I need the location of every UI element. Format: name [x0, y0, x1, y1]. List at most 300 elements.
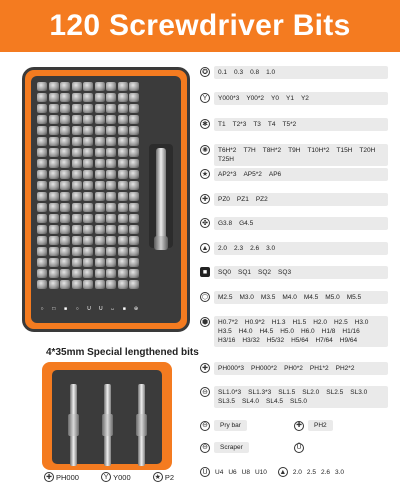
bit-slot	[95, 214, 105, 223]
bit-slot	[106, 104, 116, 113]
tray-bottom-cell	[84, 304, 94, 314]
bit-slot	[60, 159, 70, 168]
tray-bottom-cell	[72, 304, 82, 314]
spec-pair-item	[294, 420, 388, 431]
tray-bottom-label: □	[52, 306, 56, 312]
spec-size: 3.0	[335, 468, 345, 476]
spec-row-torx	[200, 118, 388, 131]
bit-slot	[60, 258, 70, 267]
bit-slot	[60, 280, 70, 289]
bit-slot	[83, 280, 93, 289]
phillips-icon: ✚	[44, 472, 54, 482]
bit-slot	[106, 280, 116, 289]
spec-size-list	[214, 66, 388, 79]
spec-size: SL4.0	[242, 398, 259, 405]
bit-slot	[95, 170, 105, 179]
spec-size: H0.7*2	[218, 319, 238, 326]
pry-bar-icon: ⊖	[200, 421, 210, 431]
spec-size: SQ1	[238, 269, 252, 276]
bit-slot	[118, 280, 128, 289]
bit-slot	[83, 115, 93, 124]
bit-slot	[83, 225, 93, 234]
hex-icon: ⬢	[201, 318, 209, 326]
bit-slot	[49, 247, 59, 256]
bit-slot	[72, 104, 82, 113]
lengthened-bit-label	[101, 472, 131, 482]
bit-slot	[118, 137, 128, 146]
bit-slot	[72, 148, 82, 157]
spec-size: T9H	[288, 147, 301, 154]
spec-size: PZ0	[218, 196, 230, 203]
lengthened-bits-photo	[42, 362, 172, 470]
bit-slot	[129, 104, 139, 113]
bit-slot	[95, 82, 105, 91]
spec-size: 0.1	[218, 69, 228, 76]
spec-size-list	[214, 362, 388, 375]
spec-size: Y0	[271, 95, 279, 102]
bit-slot	[95, 247, 105, 256]
bit-slot	[37, 236, 47, 245]
spec-size: SL3.5	[218, 398, 235, 405]
spec-pair-label: Pry bar	[214, 420, 247, 431]
spec-size: T6H*2	[218, 147, 237, 154]
long-bit-ph000	[70, 384, 77, 466]
spec-size: PH0*2	[284, 365, 303, 372]
spec-size: T3	[253, 121, 261, 128]
bit-slot	[72, 214, 82, 223]
bit-slot	[49, 170, 59, 179]
spec-size-list	[214, 92, 388, 105]
spec-size: PZ1	[236, 196, 249, 203]
bit-slot	[49, 203, 59, 212]
spec-size: H3.0	[354, 319, 369, 326]
bit-slot	[72, 236, 82, 245]
bit-slot	[106, 137, 116, 146]
spec-size: 2.6	[250, 245, 260, 252]
bit-slot	[72, 247, 82, 256]
bit-slot	[129, 258, 139, 267]
spec-size-list	[214, 118, 388, 131]
bit-slot	[95, 159, 105, 168]
bit-slot	[95, 148, 105, 157]
bit-slot	[60, 115, 70, 124]
bit-slot	[83, 269, 93, 278]
bit-case	[22, 67, 190, 332]
bit-slot	[129, 280, 139, 289]
bit-slot	[106, 181, 116, 190]
bit-slot	[118, 214, 128, 223]
bit-slot	[49, 93, 59, 102]
tray-bottom-label: ○	[40, 306, 44, 312]
bit-slot	[60, 181, 70, 190]
bit-slot	[37, 269, 47, 278]
bit-slot	[49, 181, 59, 190]
spec-size: H2.5	[333, 319, 348, 326]
bit-slot	[95, 192, 105, 201]
scraper-icon: ⊖	[200, 443, 210, 453]
bit-slot	[118, 148, 128, 157]
bit-slot	[83, 192, 93, 201]
bit-slot	[37, 258, 47, 267]
bit-slot	[37, 137, 47, 146]
spec-size-list	[214, 266, 388, 279]
gamepad-icon: ✤	[200, 218, 210, 228]
bit-slot	[129, 148, 139, 157]
spec-size: 2.0	[292, 468, 302, 476]
spec-size: M4.0	[282, 294, 297, 301]
spec-pair-item	[200, 420, 294, 431]
bit-slot	[37, 203, 47, 212]
spec-size: AP6	[268, 171, 282, 178]
spec-row-pentalobe	[200, 168, 388, 181]
hex-nut-icon: ⬡	[201, 293, 209, 301]
bit-slot	[106, 203, 116, 212]
spec-size: 1.0	[266, 69, 276, 76]
spec-size: H1/8	[321, 328, 336, 335]
tray-bottom-row	[37, 304, 141, 314]
bit-slot	[37, 93, 47, 102]
tray-bottom-label: ᴗ	[111, 306, 114, 312]
spec-row-hex-nut	[200, 291, 388, 304]
tray-bottom-cell	[131, 304, 141, 314]
spec-size: T10H*2	[307, 147, 330, 154]
bit-slot	[72, 93, 82, 102]
bit-grid	[37, 82, 141, 289]
square-icon: ■	[200, 267, 210, 277]
spec-row-gamepad	[200, 217, 388, 230]
bit-slot	[118, 203, 128, 212]
bit-slot	[83, 247, 93, 256]
bit-slot	[49, 280, 59, 289]
spec-pair-item	[294, 442, 388, 453]
spec-size: U8	[241, 468, 250, 476]
tray-bottom-cell	[108, 304, 118, 314]
spec-size: G4.5	[239, 220, 254, 227]
bit-slot	[118, 93, 128, 102]
spec-size: H2.0	[313, 319, 327, 326]
triangle-icon: ▲	[279, 468, 287, 476]
spec-size: Y000*3	[218, 95, 240, 102]
bit-slot	[49, 236, 59, 245]
spec-row-square	[200, 266, 388, 279]
bit-slot	[106, 126, 116, 135]
lengthened-bits-title: 4*35mm Special lengthened bits	[46, 347, 199, 358]
spec-size: 0.3	[234, 69, 244, 76]
bit-slot	[118, 115, 128, 124]
bit-slot	[60, 269, 70, 278]
spec-size: H3/32	[242, 337, 260, 344]
bit-slot	[49, 82, 59, 91]
bit-slot	[106, 225, 116, 234]
spec-size: 2.0	[218, 245, 228, 252]
bit-slot	[95, 203, 105, 212]
tray-bottom-label: ■	[122, 306, 126, 312]
spec-size: M3.5	[260, 294, 276, 301]
bit-slot	[60, 203, 70, 212]
spec-size: T1	[218, 121, 226, 128]
bit-slot	[95, 225, 105, 234]
spec-size-list	[214, 316, 388, 347]
bit-slot	[60, 214, 70, 223]
pentalobe-icon: ★	[154, 473, 161, 481]
bit-slot	[60, 126, 70, 135]
spec-size: SL2.0	[302, 389, 320, 396]
bit-slot	[83, 159, 93, 168]
bit-slot	[118, 82, 128, 91]
tray-bottom-label: U	[87, 306, 91, 312]
bit-slot	[49, 148, 59, 157]
spec-size: 3.0	[266, 245, 276, 252]
spec-size: U6	[228, 468, 237, 476]
bit-slot	[129, 192, 139, 201]
bit-slot	[72, 280, 82, 289]
spec-size: PH000*2	[251, 365, 278, 372]
spec-size: T7H	[243, 147, 256, 154]
spec-size: SQ2	[258, 269, 272, 276]
spec-size: M5.0	[325, 294, 340, 301]
banner-title: 120 Screwdriver Bits	[49, 9, 351, 42]
bit-slot	[72, 126, 82, 135]
bit-slot	[129, 159, 139, 168]
bit-slot	[83, 104, 93, 113]
bit-slot	[118, 247, 128, 256]
spec-size: SL5.0	[290, 398, 307, 405]
spec-size: Y1	[286, 95, 294, 102]
bit-slot	[49, 137, 59, 146]
bit-slot	[95, 126, 105, 135]
spec-size-list	[214, 242, 388, 255]
spec-size: PZ2	[255, 196, 268, 203]
bit-slot	[37, 82, 47, 91]
spec-size: T4	[267, 121, 276, 128]
bit-slot	[95, 93, 105, 102]
spec-size: T5*2	[282, 121, 297, 128]
spec-row-phillips	[200, 362, 388, 375]
bit-slot	[83, 258, 93, 267]
bit-slot	[118, 159, 128, 168]
spec-row-tri-point	[200, 92, 388, 105]
bit-slot	[118, 225, 128, 234]
torx-icon: ✱	[200, 119, 210, 129]
bit-slot	[49, 115, 59, 124]
spec-pair-row	[200, 420, 388, 431]
bit-slot	[37, 126, 47, 135]
bit-slot	[129, 137, 139, 146]
spec-row-hex	[200, 316, 388, 347]
spec-size: H5/32	[266, 337, 285, 344]
bit-slot	[118, 258, 128, 267]
bit-slot	[37, 104, 47, 113]
bit-slot	[95, 236, 105, 245]
bit-slot	[129, 269, 139, 278]
lengthened-bit-name: PH000	[56, 472, 79, 482]
spec-size: SL1.5	[278, 389, 296, 396]
spec-size: Y2	[300, 95, 309, 102]
tray-bottom-cell	[119, 304, 129, 314]
lengthened-bit-name: P2	[164, 472, 174, 482]
spec-size: PH2*2	[335, 365, 355, 372]
bit-slot	[129, 247, 139, 256]
bit-slot	[72, 192, 82, 201]
tray-bottom-label: ⊕	[133, 306, 139, 312]
spec-size-list	[214, 193, 388, 206]
spec-pair-label: Scraper	[214, 442, 249, 453]
bit-slot	[106, 214, 116, 223]
bit-slot	[95, 258, 105, 267]
bit-slot	[83, 236, 93, 245]
bit-slot	[49, 159, 59, 168]
bit-slot	[95, 269, 105, 278]
bit-slot	[106, 115, 116, 124]
bit-slot	[37, 280, 47, 289]
bit-slot	[83, 148, 93, 157]
bit-slot	[83, 126, 93, 135]
spec-size: M5.5	[346, 294, 362, 301]
bit-slot	[37, 148, 47, 157]
spec-size: H5.0	[280, 328, 294, 335]
bit-slot	[49, 258, 59, 267]
spec-size: Y00*2	[246, 95, 265, 102]
spec-size-list	[214, 144, 388, 166]
bit-slot	[118, 104, 128, 113]
spec-size-list	[214, 168, 388, 181]
bit-slot	[118, 170, 128, 179]
spec-size: PH1*2	[309, 365, 329, 372]
bit-slot	[72, 181, 82, 190]
bit-slot	[129, 181, 139, 190]
spec-size: AP2*3	[218, 171, 237, 178]
spec-size: H3.5	[218, 328, 232, 335]
tray-bottom-cell	[96, 304, 106, 314]
tray-bottom-label: ■	[63, 306, 68, 312]
bit-slot	[106, 170, 116, 179]
spec-size: AP5*2	[243, 171, 262, 178]
bit-slot	[72, 170, 82, 179]
bit-slot	[60, 192, 70, 201]
bit-slot	[118, 192, 128, 201]
bit-slot	[83, 214, 93, 223]
spec-row-pozidriv	[200, 193, 388, 206]
spec-size: U4	[215, 468, 224, 476]
tray-bottom-label: U	[98, 306, 103, 312]
spec-size: H1.3	[271, 319, 286, 326]
tri-wing-icon: Y	[101, 472, 111, 482]
spec-size: SL4.5	[266, 398, 283, 405]
spec-size: SL2.5	[326, 389, 344, 396]
bit-slot	[60, 148, 70, 157]
extension-bar	[156, 148, 166, 244]
pentalobe-icon: ★	[201, 170, 209, 178]
spec-size: SL1.0*3	[218, 389, 242, 396]
bit-slot	[106, 93, 116, 102]
bit-slot	[95, 181, 105, 190]
bit-slot	[95, 115, 105, 124]
spec-size: SL3.0	[350, 389, 368, 396]
spec-size: T25H	[218, 156, 234, 163]
bit-slot	[37, 115, 47, 124]
spec-size: 2.6	[320, 468, 331, 476]
bit-slot	[37, 170, 47, 179]
spec-size: SL1.3*3	[248, 389, 272, 396]
bit-slot	[106, 258, 116, 267]
spec-size: G3.8	[218, 220, 233, 227]
spec-size: T15H	[336, 147, 353, 154]
lengthened-bit-name: Y000	[113, 472, 131, 482]
bit-slot	[106, 192, 116, 201]
bit-slot	[106, 82, 116, 91]
bit-slot	[72, 269, 82, 278]
pentalobe-small-icon: ✪	[200, 67, 210, 77]
spec-size: M2.5	[218, 294, 233, 301]
bit-slot	[72, 82, 82, 91]
bit-slot	[106, 247, 116, 256]
spec-size: 2.3	[234, 245, 244, 252]
bit-slot	[129, 170, 139, 179]
bit-slot	[106, 269, 116, 278]
torx-security-icon: ✺	[200, 145, 210, 155]
triangle-icon: ▲	[201, 244, 209, 252]
bit-slot	[37, 247, 47, 256]
spec-size: H0.9*2	[244, 319, 265, 326]
phillips-icon: ✚	[294, 421, 304, 431]
bit-slot	[129, 82, 139, 91]
bit-slot	[72, 159, 82, 168]
spec-size: H6.0	[300, 328, 315, 335]
spec-size: SQ3	[278, 269, 292, 276]
spec-size: H1.5	[292, 319, 307, 326]
bit-slot	[72, 203, 82, 212]
u-bit-icon: U	[200, 467, 210, 477]
bit-slot	[60, 93, 70, 102]
bit-slot	[49, 214, 59, 223]
bit-slot	[60, 137, 70, 146]
bit-slot	[106, 148, 116, 157]
bit-slot	[72, 258, 82, 267]
u-bit-icon: Ü	[294, 443, 304, 453]
spec-size: H7/64	[315, 337, 333, 344]
spec-size-list	[214, 386, 388, 408]
bit-slot	[83, 181, 93, 190]
bit-slot	[118, 269, 128, 278]
bit-slot	[83, 170, 93, 179]
spec-size: H4.0	[238, 328, 253, 335]
bit-slot	[72, 225, 82, 234]
tray-bottom-cell	[37, 304, 47, 314]
bit-slot	[37, 181, 47, 190]
phillips-icon: ✚	[200, 363, 210, 373]
spec-size: SQ0	[218, 269, 232, 276]
bit-slot	[49, 269, 59, 278]
bit-slot	[118, 181, 128, 190]
spec-size: M3.0	[239, 294, 254, 301]
bit-slot	[60, 82, 70, 91]
pozidriv-icon: ✚	[200, 194, 210, 204]
bit-slot	[49, 126, 59, 135]
bit-slot	[72, 137, 82, 146]
bit-slot	[129, 93, 139, 102]
tray-bottom-cell	[61, 304, 71, 314]
slotted-icon: ⊖	[200, 387, 210, 397]
bit-slot	[49, 225, 59, 234]
bit-slot	[129, 203, 139, 212]
bit-slot	[60, 236, 70, 245]
bit-slot	[37, 159, 47, 168]
title-banner	[0, 0, 400, 52]
bit-slot	[118, 236, 128, 245]
spec-size: H5/64	[291, 337, 309, 344]
spec-row-triangle	[200, 242, 388, 255]
spec-size: H1/16	[342, 328, 360, 335]
